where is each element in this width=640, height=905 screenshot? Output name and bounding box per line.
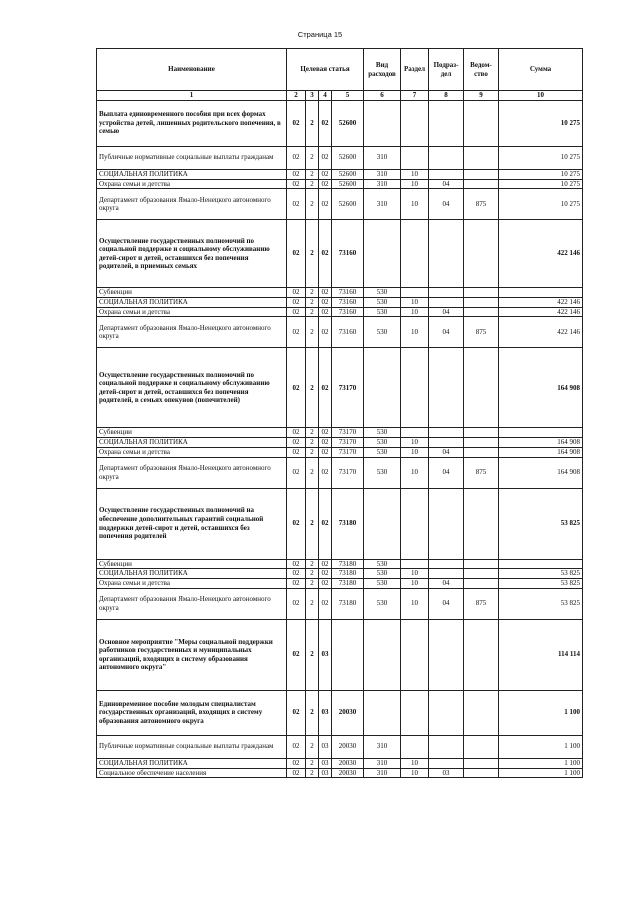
cell-sum: 10 275 <box>499 189 583 220</box>
cell-expense-type: 530 <box>364 307 401 317</box>
cell-department <box>464 559 499 569</box>
cell-subprogram: 2 <box>306 307 319 317</box>
cell-section <box>401 100 429 146</box>
cell-direction: 73180 <box>332 579 364 589</box>
table-row <box>97 146 583 169</box>
cell-department <box>464 297 499 307</box>
header-summa: Сумма <box>499 49 583 91</box>
cell-sum <box>499 428 583 438</box>
cell-name: Публичные нормативные социальные выплаты гражданам <box>97 735 287 758</box>
cell-name: СОЦИАЛЬНАЯ ПОЛИТИКА <box>97 569 287 579</box>
cell-section <box>401 428 429 438</box>
cell-subprogram: 2 <box>306 569 319 579</box>
cell-subprogram: 2 <box>306 758 319 768</box>
cell-section <box>401 488 429 559</box>
cell-section <box>401 559 429 569</box>
cell-section: 10 <box>401 569 429 579</box>
cell-program: 02 <box>287 348 306 428</box>
cell-expense-type: 530 <box>364 297 401 307</box>
cell-expense-type: 310 <box>364 179 401 189</box>
table-row <box>97 758 583 768</box>
cell-subprogram: 2 <box>306 579 319 589</box>
cell-subsection <box>429 169 464 179</box>
cell-section: 10 <box>401 317 429 348</box>
cell-subsection: 04 <box>429 588 464 619</box>
cell-direction: 73170 <box>332 457 364 488</box>
cell-name: СОЦИАЛЬНАЯ ПОЛИТИКА <box>97 169 287 179</box>
cell-department <box>464 619 499 690</box>
cell-expense-type: 530 <box>364 588 401 619</box>
table-header-row <box>97 49 583 91</box>
table-row <box>97 179 583 189</box>
cell-program: 02 <box>287 758 306 768</box>
cell-section <box>401 619 429 690</box>
cell-event: 02 <box>319 288 332 298</box>
cell-section <box>401 288 429 298</box>
cell-name: Осуществление государственных полномочий по социальной поддержке и социальному обслуживанию детей-сирот и детей, оставшихся без попечения родителей, в приемных семьях <box>97 220 287 288</box>
table-row <box>97 428 583 438</box>
colnum-4: 4 <box>319 91 332 101</box>
cell-event: 02 <box>319 100 332 146</box>
cell-subsection <box>429 569 464 579</box>
cell-expense-type: 310 <box>364 768 401 778</box>
colnum-1: 1 <box>97 91 287 101</box>
cell-program: 02 <box>287 735 306 758</box>
cell-event: 02 <box>319 317 332 348</box>
cell-subprogram: 2 <box>306 189 319 220</box>
table-row <box>97 437 583 447</box>
cell-expense-type: 530 <box>364 447 401 457</box>
cell-program: 02 <box>287 619 306 690</box>
cell-event: 03 <box>319 735 332 758</box>
cell-direction: 52600 <box>332 179 364 189</box>
cell-section: 10 <box>401 189 429 220</box>
colnum-10: 10 <box>499 91 583 101</box>
header-vid: Вид расходов <box>364 49 401 91</box>
cell-expense-type: 530 <box>364 457 401 488</box>
cell-sum: 422 146 <box>499 297 583 307</box>
cell-name: Осуществление государственных полномочий на обеспечение дополнительных гарантий социальной поддержки детей-сирот и детей, оставшихся без попечения родителей <box>97 488 287 559</box>
cell-name: СОЦИАЛЬНАЯ ПОЛИТИКА <box>97 758 287 768</box>
colnum-3: 3 <box>306 91 319 101</box>
cell-sum: 53 825 <box>499 588 583 619</box>
cell-direction: 52600 <box>332 169 364 179</box>
cell-sum <box>499 288 583 298</box>
cell-program: 02 <box>287 588 306 619</box>
cell-department <box>464 169 499 179</box>
cell-subprogram: 2 <box>306 457 319 488</box>
cell-sum: 422 146 <box>499 317 583 348</box>
cell-department <box>464 768 499 778</box>
cell-name: Основное мероприятие "Меры социальной поддержки работников государственных и муниципальных организаций, входящих в систему образования автономного округа" <box>97 619 287 690</box>
cell-direction: 73170 <box>332 447 364 457</box>
cell-section: 10 <box>401 437 429 447</box>
cell-sum: 114 114 <box>499 619 583 690</box>
cell-department <box>464 488 499 559</box>
cell-direction: 20030 <box>332 758 364 768</box>
colnum-6: 6 <box>364 91 401 101</box>
cell-subsection <box>429 437 464 447</box>
cell-direction: 52600 <box>332 189 364 220</box>
cell-name: Субвенции <box>97 428 287 438</box>
cell-event: 02 <box>319 488 332 559</box>
cell-event: 03 <box>319 768 332 778</box>
cell-sum: 10 275 <box>499 100 583 146</box>
cell-sum: 53 825 <box>499 488 583 559</box>
cell-program: 02 <box>287 189 306 220</box>
cell-sum: 164 908 <box>499 447 583 457</box>
cell-program: 02 <box>287 690 306 735</box>
cell-direction: 73160 <box>332 317 364 348</box>
cell-subsection <box>429 348 464 428</box>
cell-event: 02 <box>319 569 332 579</box>
cell-event: 02 <box>319 189 332 220</box>
cell-direction: 73180 <box>332 569 364 579</box>
table-row <box>97 619 583 690</box>
cell-expense-type: 530 <box>364 317 401 348</box>
cell-expense-type <box>364 488 401 559</box>
cell-program: 02 <box>287 297 306 307</box>
cell-program: 02 <box>287 559 306 569</box>
cell-sum: 1 100 <box>499 735 583 758</box>
header-razdel: Раздел <box>401 49 429 91</box>
cell-sum: 422 146 <box>499 220 583 288</box>
table-row <box>97 348 583 428</box>
cell-department <box>464 348 499 428</box>
cell-program: 02 <box>287 437 306 447</box>
cell-section <box>401 735 429 758</box>
cell-subprogram: 2 <box>306 768 319 778</box>
cell-sum: 164 908 <box>499 348 583 428</box>
cell-sum: 1 100 <box>499 758 583 768</box>
cell-event: 02 <box>319 169 332 179</box>
cell-subprogram: 2 <box>306 690 319 735</box>
cell-department <box>464 428 499 438</box>
cell-section: 10 <box>401 307 429 317</box>
colnum-2: 2 <box>287 91 306 101</box>
table-row <box>97 559 583 569</box>
cell-subprogram: 2 <box>306 146 319 169</box>
cell-subsection: 04 <box>429 579 464 589</box>
cell-event: 02 <box>319 559 332 569</box>
cell-program: 02 <box>287 146 306 169</box>
cell-subprogram: 2 <box>306 220 319 288</box>
header-vedomstvo: Ведом-ство <box>464 49 499 91</box>
table-row <box>97 457 583 488</box>
cell-name: Департамент образования Ямало-Ненецкого автономного округа <box>97 189 287 220</box>
cell-subsection: 04 <box>429 447 464 457</box>
table-row <box>97 288 583 298</box>
cell-subsection <box>429 619 464 690</box>
header-name: Наименование <box>97 49 287 91</box>
cell-direction: 73180 <box>332 488 364 559</box>
cell-subsection: 04 <box>429 179 464 189</box>
cell-name: Охрана семьи и детства <box>97 307 287 317</box>
cell-expense-type: 530 <box>364 288 401 298</box>
cell-event: 02 <box>319 447 332 457</box>
cell-name: Департамент образования Ямало-Ненецкого автономного округа <box>97 457 287 488</box>
cell-direction: 20030 <box>332 690 364 735</box>
cell-subprogram: 2 <box>306 317 319 348</box>
table-row <box>97 220 583 288</box>
cell-name: Социальное обеспечение населения <box>97 768 287 778</box>
table-body <box>97 100 583 778</box>
cell-sum: 164 908 <box>499 437 583 447</box>
cell-expense-type: 310 <box>364 146 401 169</box>
cell-direction: 73160 <box>332 307 364 317</box>
cell-subsection <box>429 559 464 569</box>
cell-direction: 73160 <box>332 288 364 298</box>
cell-event: 02 <box>319 579 332 589</box>
cell-expense-type: 310 <box>364 735 401 758</box>
cell-direction: 73170 <box>332 428 364 438</box>
table-row <box>97 100 583 146</box>
table-row <box>97 297 583 307</box>
cell-expense-type <box>364 690 401 735</box>
budget-table <box>96 48 583 778</box>
cell-section: 10 <box>401 579 429 589</box>
cell-subsection: 04 <box>429 457 464 488</box>
column-number-row <box>97 91 583 101</box>
cell-department <box>464 179 499 189</box>
cell-direction <box>332 619 364 690</box>
cell-event: 02 <box>319 146 332 169</box>
cell-subsection: 04 <box>429 189 464 220</box>
cell-expense-type: 310 <box>364 189 401 220</box>
cell-event: 02 <box>319 348 332 428</box>
cell-sum: 10 275 <box>499 146 583 169</box>
cell-section: 10 <box>401 297 429 307</box>
cell-expense-type: 530 <box>364 569 401 579</box>
cell-section <box>401 690 429 735</box>
cell-department: 875 <box>464 189 499 220</box>
cell-direction: 73180 <box>332 588 364 619</box>
cell-name: Охрана семьи и детства <box>97 179 287 189</box>
colnum-7: 7 <box>401 91 429 101</box>
cell-department <box>464 307 499 317</box>
cell-department <box>464 220 499 288</box>
cell-subsection <box>429 735 464 758</box>
colnum-9: 9 <box>464 91 499 101</box>
cell-subprogram: 2 <box>306 288 319 298</box>
table-row <box>97 317 583 348</box>
header-podrazdel: Подраз-дел <box>429 49 464 91</box>
table-row <box>97 307 583 317</box>
cell-name: СОЦИАЛЬНАЯ ПОЛИТИКА <box>97 297 287 307</box>
header-target: Целевая статья <box>287 49 364 91</box>
colnum-8: 8 <box>429 91 464 101</box>
cell-sum: 10 275 <box>499 179 583 189</box>
cell-direction: 73180 <box>332 559 364 569</box>
cell-department: 875 <box>464 317 499 348</box>
cell-department <box>464 758 499 768</box>
cell-subsection: 04 <box>429 317 464 348</box>
cell-subsection <box>429 288 464 298</box>
cell-program: 02 <box>287 220 306 288</box>
cell-section <box>401 220 429 288</box>
cell-subprogram: 2 <box>306 588 319 619</box>
table-row <box>97 569 583 579</box>
cell-subprogram: 2 <box>306 619 319 690</box>
cell-direction: 52600 <box>332 100 364 146</box>
cell-expense-type <box>364 348 401 428</box>
cell-section: 10 <box>401 768 429 778</box>
table-row <box>97 735 583 758</box>
table-row <box>97 579 583 589</box>
cell-name: Выплата единовременного пособия при всех формах устройства детей, лишенных родительского попечения, в семью <box>97 100 287 146</box>
cell-department <box>464 100 499 146</box>
cell-direction: 73160 <box>332 220 364 288</box>
cell-department <box>464 146 499 169</box>
cell-section: 10 <box>401 758 429 768</box>
colnum-5: 5 <box>332 91 364 101</box>
cell-section: 10 <box>401 169 429 179</box>
cell-subprogram: 2 <box>306 428 319 438</box>
cell-expense-type: 530 <box>364 437 401 447</box>
cell-name: Охрана семьи и детства <box>97 579 287 589</box>
cell-program: 02 <box>287 768 306 778</box>
cell-direction: 52600 <box>332 146 364 169</box>
cell-name: Субвенции <box>97 288 287 298</box>
cell-event: 02 <box>319 307 332 317</box>
cell-subprogram: 2 <box>306 437 319 447</box>
cell-subsection <box>429 146 464 169</box>
cell-subprogram: 2 <box>306 559 319 569</box>
cell-section <box>401 146 429 169</box>
cell-direction: 20030 <box>332 735 364 758</box>
cell-sum: 53 825 <box>499 569 583 579</box>
cell-sum: 53 825 <box>499 579 583 589</box>
cell-program: 02 <box>287 169 306 179</box>
cell-direction: 73160 <box>332 297 364 307</box>
cell-name: СОЦИАЛЬНАЯ ПОЛИТИКА <box>97 437 287 447</box>
cell-event: 03 <box>319 758 332 768</box>
cell-expense-type: 310 <box>364 758 401 768</box>
cell-section: 10 <box>401 588 429 619</box>
cell-subsection <box>429 220 464 288</box>
cell-program: 02 <box>287 457 306 488</box>
cell-expense-type <box>364 100 401 146</box>
table-row <box>97 588 583 619</box>
cell-section <box>401 348 429 428</box>
cell-program: 02 <box>287 288 306 298</box>
cell-program: 02 <box>287 488 306 559</box>
cell-program: 02 <box>287 317 306 348</box>
cell-program: 02 <box>287 569 306 579</box>
cell-expense-type: 530 <box>364 579 401 589</box>
cell-subprogram: 2 <box>306 447 319 457</box>
cell-department: 875 <box>464 588 499 619</box>
cell-subprogram: 2 <box>306 348 319 428</box>
cell-event: 02 <box>319 437 332 447</box>
cell-expense-type <box>364 619 401 690</box>
cell-subprogram: 2 <box>306 297 319 307</box>
cell-name: Субвенции <box>97 559 287 569</box>
cell-event: 03 <box>319 690 332 735</box>
cell-department <box>464 288 499 298</box>
cell-subsection <box>429 428 464 438</box>
table-row <box>97 768 583 778</box>
cell-sum: 10 275 <box>499 169 583 179</box>
cell-department <box>464 690 499 735</box>
cell-event: 02 <box>319 220 332 288</box>
cell-program: 02 <box>287 307 306 317</box>
cell-subsection <box>429 297 464 307</box>
cell-direction: 73170 <box>332 348 364 428</box>
cell-subsection: 03 <box>429 768 464 778</box>
cell-section: 10 <box>401 447 429 457</box>
cell-subsection <box>429 690 464 735</box>
page-number-label: Страница 15 <box>297 30 343 39</box>
table-row <box>97 189 583 220</box>
cell-sum: 1 100 <box>499 690 583 735</box>
cell-subsection <box>429 100 464 146</box>
table-row <box>97 488 583 559</box>
cell-direction: 20030 <box>332 768 364 778</box>
cell-expense-type <box>364 220 401 288</box>
cell-name: Департамент образования Ямало-Ненецкого автономного округа <box>97 588 287 619</box>
cell-expense-type: 310 <box>364 169 401 179</box>
cell-department: 875 <box>464 457 499 488</box>
cell-sum: 1 100 <box>499 768 583 778</box>
cell-name: Публичные нормативные социальные выплаты гражданам <box>97 146 287 169</box>
table-row <box>97 447 583 457</box>
cell-program: 02 <box>287 428 306 438</box>
cell-section: 10 <box>401 179 429 189</box>
cell-event: 02 <box>319 297 332 307</box>
cell-subprogram: 2 <box>306 169 319 179</box>
cell-sum: 422 146 <box>499 307 583 317</box>
cell-event: 02 <box>319 588 332 619</box>
cell-program: 02 <box>287 100 306 146</box>
cell-subprogram: 2 <box>306 100 319 146</box>
cell-subprogram: 2 <box>306 488 319 559</box>
table-row <box>97 169 583 179</box>
cell-event: 02 <box>319 428 332 438</box>
cell-program: 02 <box>287 447 306 457</box>
cell-department <box>464 447 499 457</box>
cell-name: Департамент образования Ямало-Ненецкого автономного округа <box>97 317 287 348</box>
table-row <box>97 690 583 735</box>
cell-program: 02 <box>287 179 306 189</box>
cell-department <box>464 569 499 579</box>
cell-direction: 73170 <box>332 437 364 447</box>
cell-sum: 164 908 <box>499 457 583 488</box>
cell-department <box>464 579 499 589</box>
cell-sum <box>499 559 583 569</box>
cell-subprogram: 2 <box>306 735 319 758</box>
cell-subsection <box>429 488 464 559</box>
cell-expense-type: 530 <box>364 559 401 569</box>
cell-section: 10 <box>401 457 429 488</box>
cell-name: Единовременное пособие молодым специалистам государственных организаций, входящих в систему образования автономного округа <box>97 690 287 735</box>
cell-department <box>464 437 499 447</box>
cell-subsection <box>429 758 464 768</box>
cell-name: Охрана семьи и детства <box>97 447 287 457</box>
cell-subprogram: 2 <box>306 179 319 189</box>
cell-event: 02 <box>319 179 332 189</box>
cell-department <box>464 735 499 758</box>
cell-name: Осуществление государственных полномочий по социальной поддержке и социальному обслуживанию детей-сирот и детей, оставшихся без попечения родителей, в семьях опекунов (попечителей) <box>97 348 287 428</box>
cell-subsection: 04 <box>429 307 464 317</box>
cell-event: 03 <box>319 619 332 690</box>
cell-program: 02 <box>287 579 306 589</box>
cell-expense-type: 530 <box>364 428 401 438</box>
cell-event: 02 <box>319 457 332 488</box>
